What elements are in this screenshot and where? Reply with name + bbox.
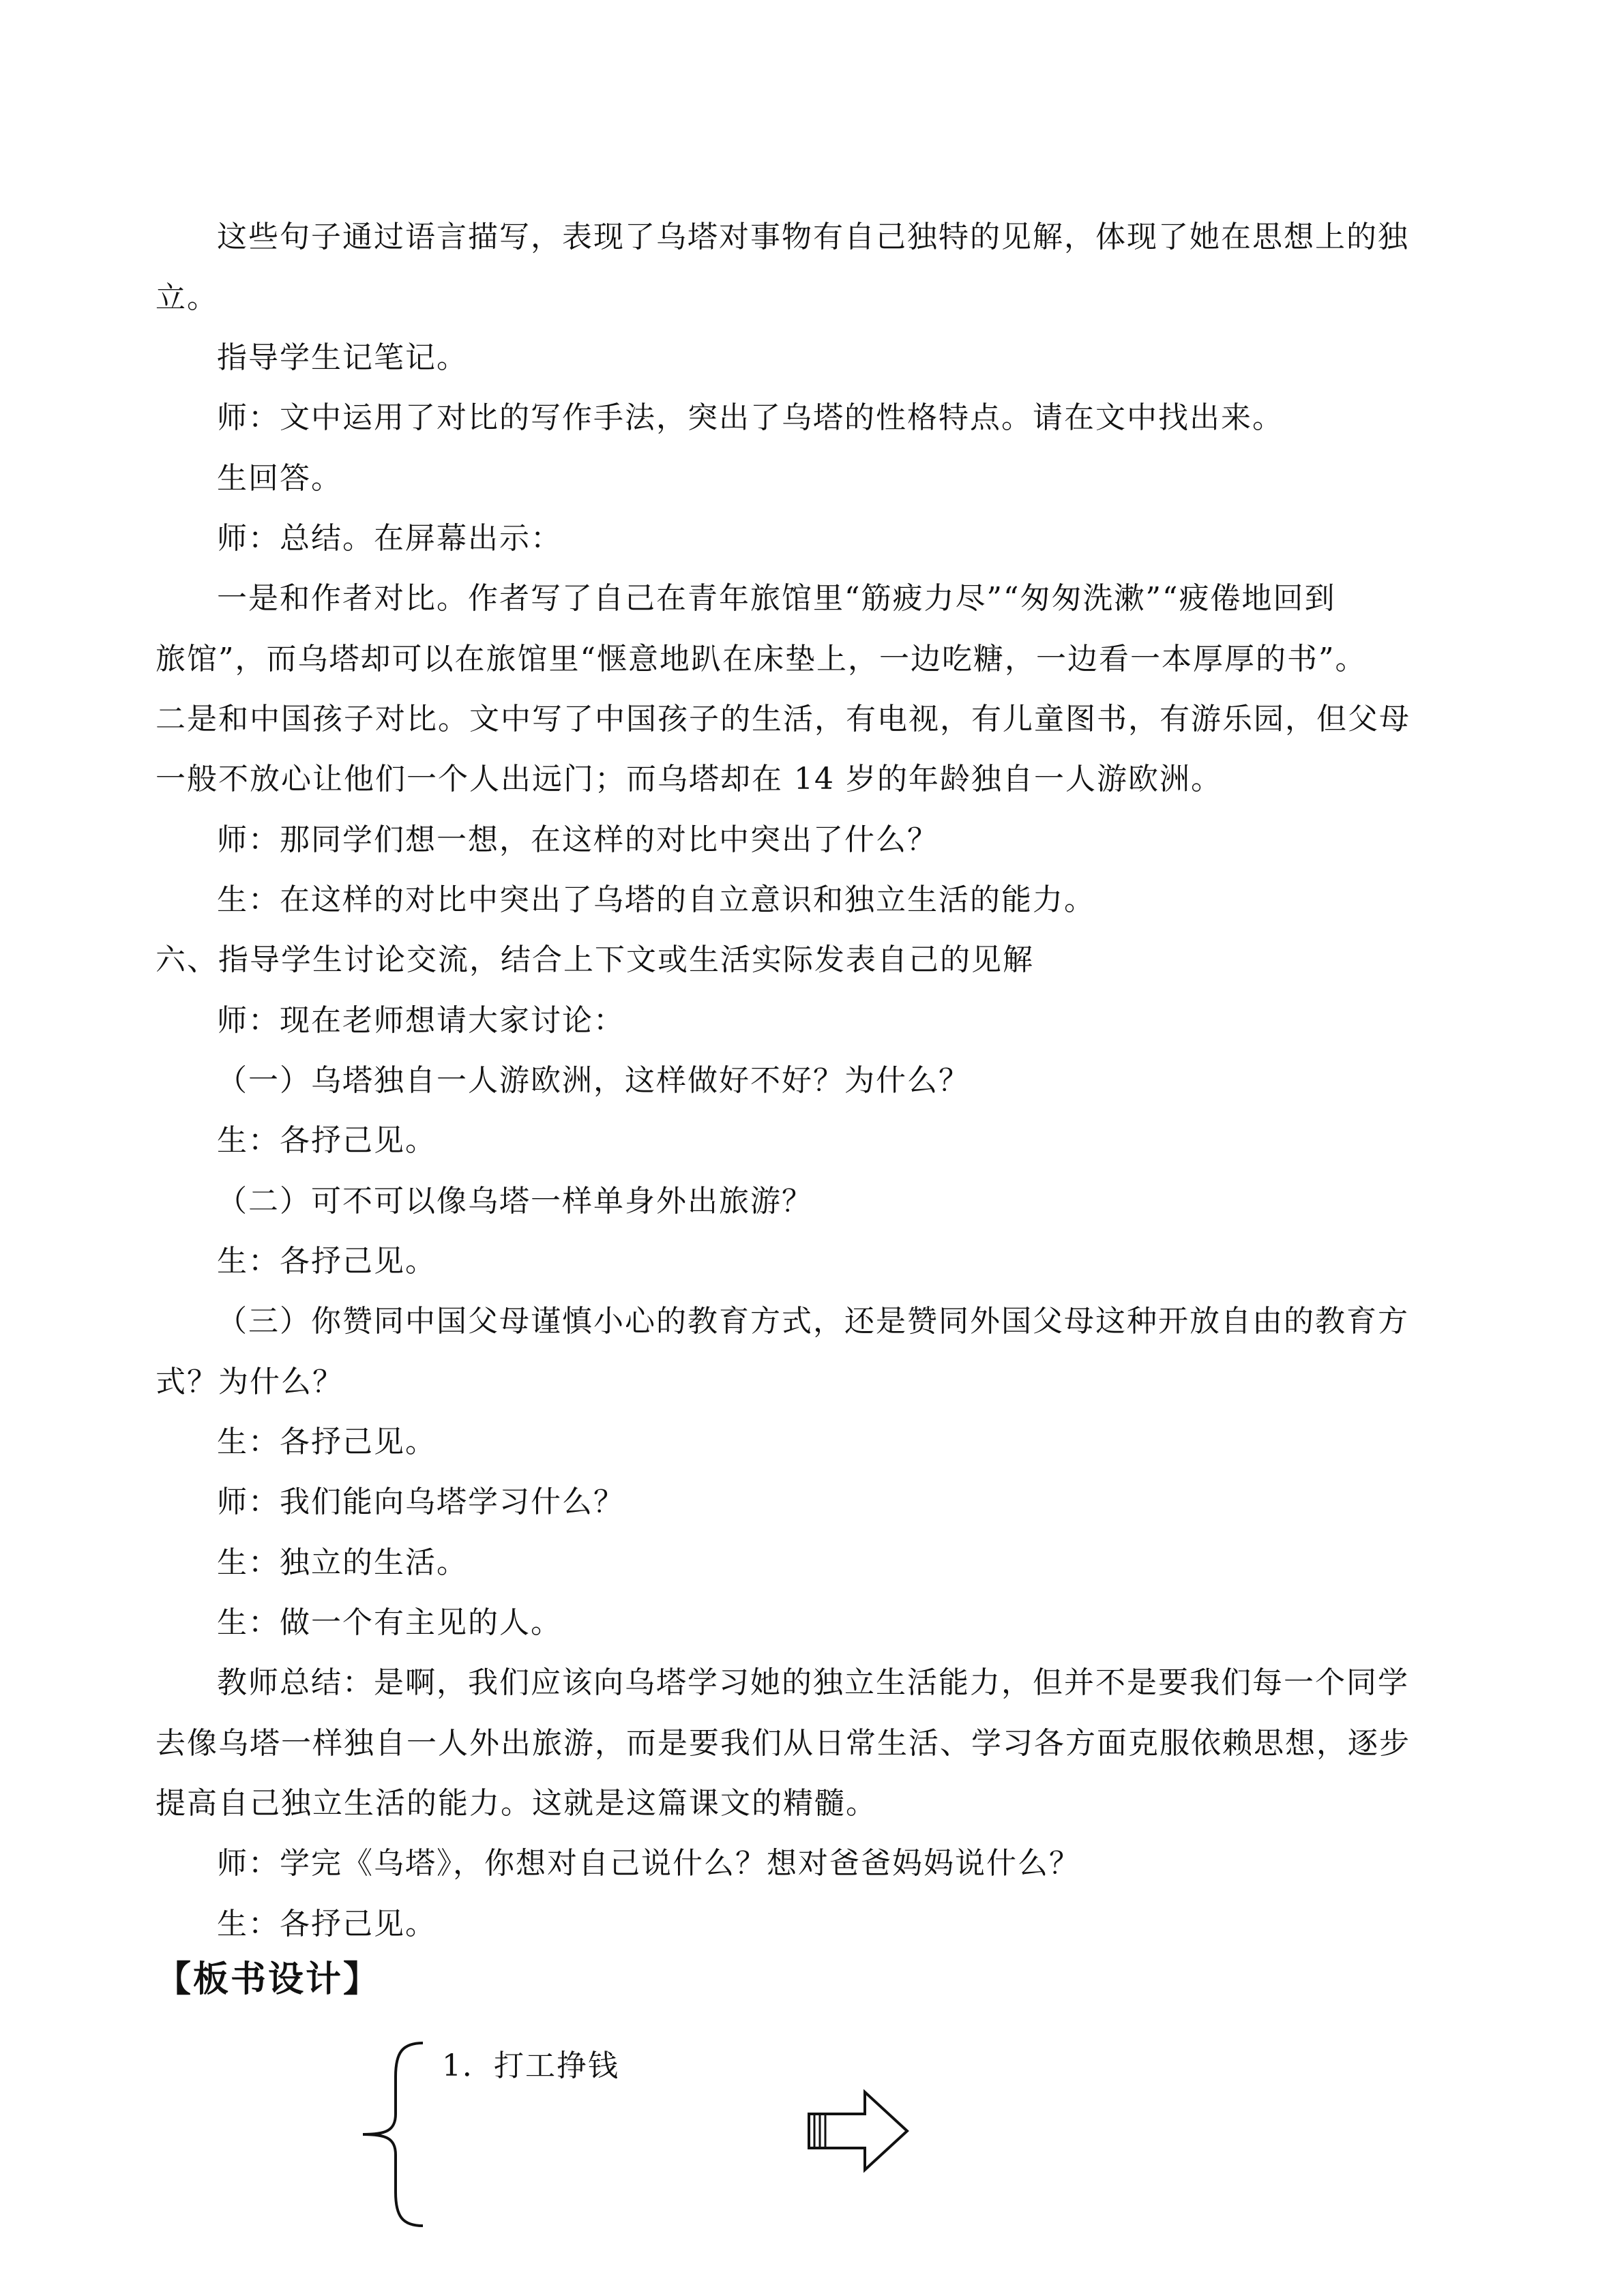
paragraph-line: 师：文中运用了对比的写作手法，突出了乌塔的性格特点。请在文中找出来。 [217,400,1284,435]
paragraph-line: 师：我们能向乌塔学习什么？ [217,1485,625,1519]
paragraph-line: 二是和中国孩子对比。文中写了中国孩子的生活，有电视，有儿童图书，有游乐园，但父母 [156,702,1411,736]
paragraph-line: 立。 [156,280,218,315]
board-item-1: 1．打工挣钱 [442,2048,619,2083]
paragraph-line: （三）你赞同中国父母谨慎小心的教育方式，还是赞同外国父母这种开放自由的教育方 [217,1304,1409,1339]
paragraph-line: 师：总结。在屏幕出示： [217,521,562,556]
paragraph-line: 旅馆”，而乌塔却可以在旅馆里“惬意地趴在床垫上，一边吃糖，一边看一本厚厚的书”。 [156,642,1367,676]
paragraph-line: 生：各抒己见。 [217,1244,437,1279]
paragraph-line: （一）乌塔独自一人游欧洲，这样做好不好？为什么？ [217,1063,970,1098]
paragraph-line: 式？为什么？ [156,1365,344,1399]
board-design-heading: 【板书设计】 [156,1959,381,2000]
paragraph-line: 生：各抒己见。 [217,1907,437,1941]
paragraph-line: 师：现在老师想请大家讨论： [217,1003,625,1038]
paragraph-line: 教师总结：是啊，我们应该向乌塔学习她的独立生活能力，但并不是要我们每一个同学 [217,1665,1409,1700]
paragraph-line: 去像乌塔一样独自一人外出旅游，而是要我们从日常生活、学习各方面克服依赖思想，逐步 [156,1726,1411,1761]
paragraph-line: 提高自己独立生活的能力。这就是这篇课文的精髓。 [156,1786,877,1821]
curly-brace-icon [355,2039,430,2230]
paragraph-line: 师：学完《乌塔》，你想对自己说什么？想对爸爸妈妈说什么？ [217,1846,1080,1881]
paragraph-line: 生：独立的生活。 [217,1545,468,1580]
paragraph-line: 生：各抒己见。 [217,1425,437,1459]
paragraph-line: 生：在这样的对比中突出了乌塔的自立意识和独立生活的能力。 [217,882,1095,917]
section-heading: 六、指导学生讨论交流，结合上下文或生活实际发表自己的见解 [156,942,1034,977]
paragraph-line: 一般不放心让他们一个人出远门；而乌塔却在 14 岁的年龄独自一人游欧洲。 [156,762,1222,796]
paragraph-line: （二）可不可以像乌塔一样单身外出旅游？ [217,1184,813,1219]
paragraph-line: 生回答。 [217,461,342,496]
paragraph-line: 生：做一个有主见的人。 [217,1605,562,1640]
paragraph-line: 师：那同学们想一想，在这样的对比中突出了什么？ [217,822,939,857]
right-arrow-icon [805,2087,914,2175]
paragraph-line: 生：各抒己见。 [217,1123,437,1158]
paragraph-line: 指导学生记笔记。 [217,340,468,375]
paragraph-line: 这些句子通过语言描写，表现了乌塔对事物有自己独特的见解，体现了她在思想上的独 [217,220,1409,254]
paragraph-line: 一是和作者对比。作者写了自己在青年旅馆里“筋疲力尽”“匆匆洗漱”“疲倦地回到 [217,581,1336,616]
